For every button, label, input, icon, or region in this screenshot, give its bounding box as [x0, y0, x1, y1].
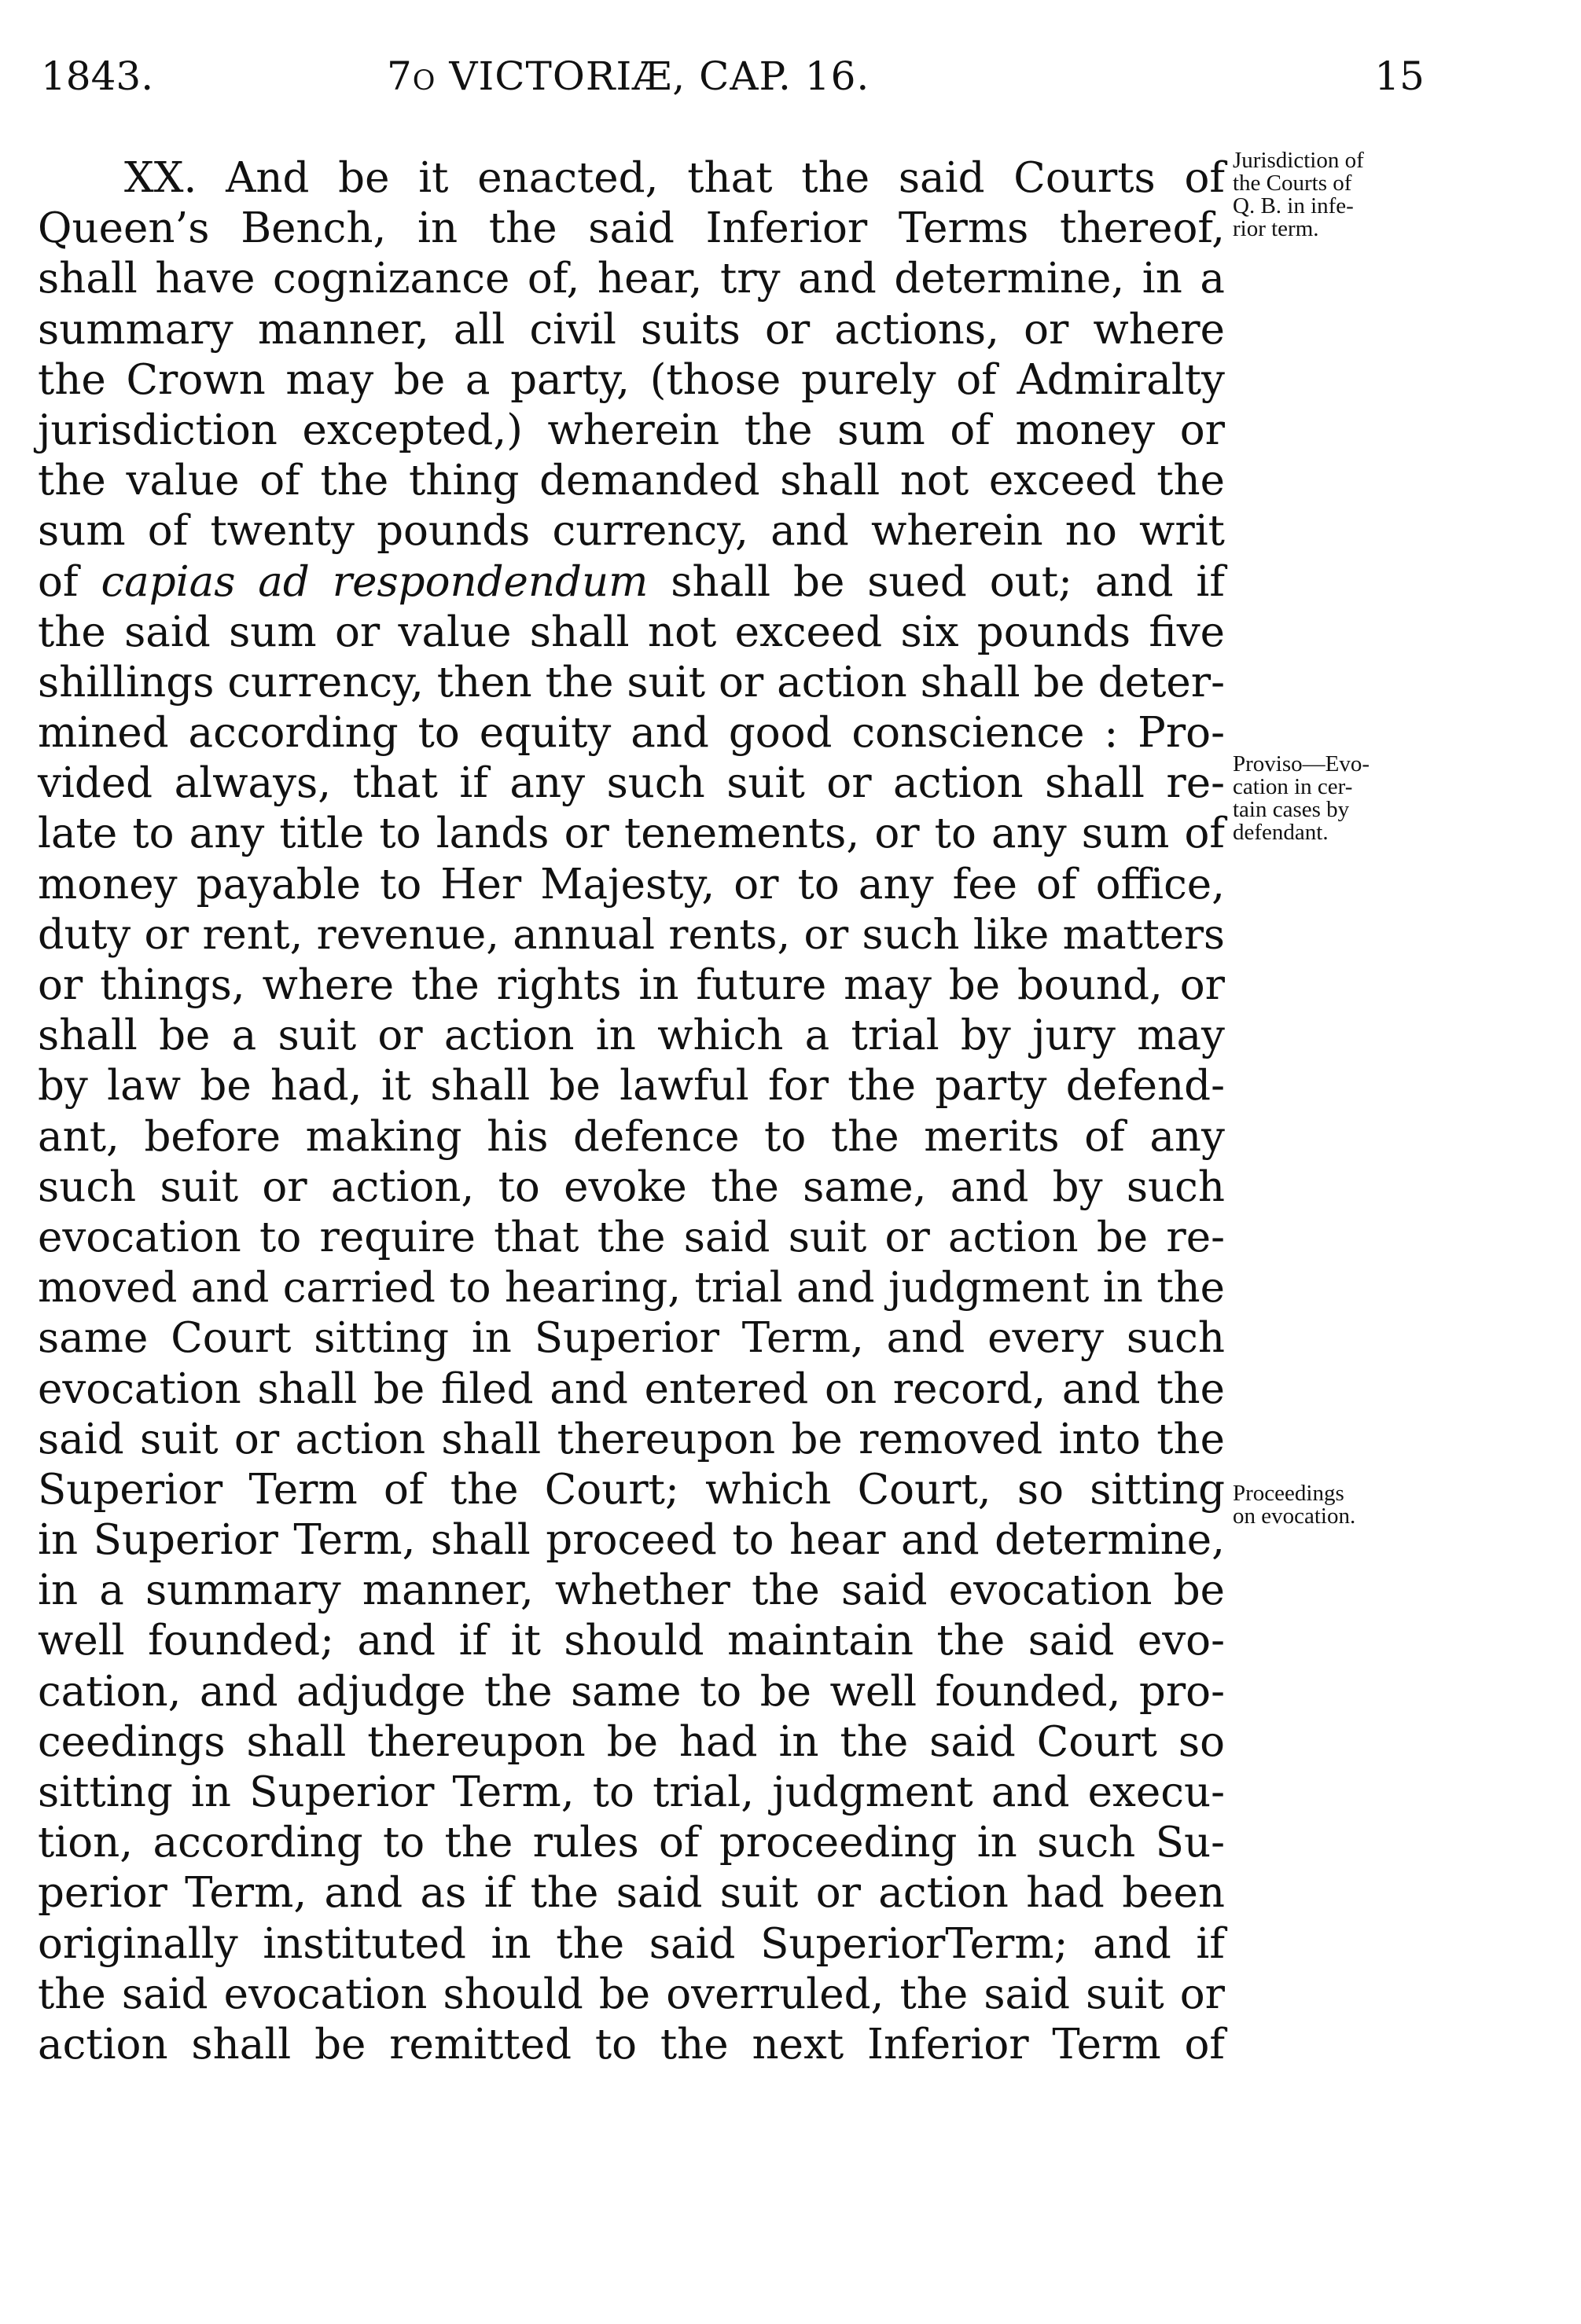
running-head-title: 7o VICTORIÆ, CAP. 16. — [387, 53, 870, 99]
body-line: shall have cognizance of, hear, try and determine, in a — [38, 255, 1225, 303]
marginal-note-line: tain cases by — [1233, 797, 1350, 822]
body-line: perior Term, and as if the said suit or action had been — [38, 1869, 1225, 1918]
body-line: ceedings shall thereupon be had in the said Court so — [38, 1717, 1225, 1766]
marginal-note-line: Proceedings — [1233, 1481, 1344, 1506]
body-line: the Crown may be a party, (those purely of Admiralty — [38, 355, 1225, 404]
marginal-note-line: rior term. — [1233, 216, 1319, 241]
body-line: in Superior Term, shall proceed to hear and determine, — [38, 1516, 1225, 1565]
body-line: by law be had, it shall be lawful for the party defend- — [38, 1062, 1225, 1111]
body-line: shall be a suit or action in which a trial by jury may — [38, 1011, 1225, 1060]
body-line: sum of twenty pounds currency, and wherein no writ — [38, 507, 1225, 556]
body-line: moved and carried to hearing, trial and judgment in the — [38, 1264, 1225, 1313]
body-line: or things, where the rights in future may be bound, or — [38, 961, 1225, 1009]
body-line: action shall be remitted to the next Inferior Term of — [38, 2020, 1225, 2069]
body-line: tion, according to the rules of proceeding in such Su- — [38, 1819, 1225, 1867]
italic-latin-phrase: capias ad respondendum — [101, 557, 649, 606]
marginal-note-line: Jurisdiction of — [1233, 148, 1364, 173]
marginal-note-jurisdiction — [1233, 149, 1441, 240]
body-line: evocation to require that the said suit or action be re- — [38, 1213, 1225, 1261]
marginal-note-line: the Courts of — [1233, 171, 1352, 196]
marginal-note-line: Q. B. in infe- — [1233, 193, 1354, 218]
marginal-note-line: cation in cer- — [1233, 774, 1353, 799]
body-line: summary manner, all civil suits or actions, or where — [38, 305, 1225, 354]
page-number: 15 — [1374, 53, 1425, 99]
body-line: said suit or action shall thereupon be removed into the — [38, 1415, 1225, 1463]
section-xx-text — [38, 153, 1225, 2070]
body-line: cation, and adjudge the same to be well founded, pro- — [38, 1667, 1225, 1716]
body-line: duty or rent, revenue, annual rents, or such like matters — [38, 910, 1225, 959]
marginal-note-line: on evocation. — [1233, 1503, 1356, 1529]
body-line: same Court sitting in Superior Term, and every such — [38, 1314, 1225, 1363]
body-line: the value of the thing demanded shall not exceed the — [38, 457, 1225, 505]
marginal-note-proviso — [1233, 753, 1441, 844]
body-line: jurisdiction excepted,) wherein the sum of money or — [38, 406, 1225, 454]
body-line: the said evocation should be overruled, the said suit or — [38, 1970, 1225, 2018]
body-line-with-italic: of capias ad respondendum shall be sued out; and if — [38, 557, 1225, 606]
body-line: sitting in Superior Term, to trial, judgment and execu- — [38, 1768, 1225, 1816]
body-line: money payable to Her Majesty, or to any fee of office, — [38, 860, 1225, 909]
body-line: evocation shall be filed and entered on record, and the — [38, 1364, 1225, 1413]
body-line: ant, before making his defence to the merits of any — [38, 1112, 1225, 1161]
body-line: late to any title to lands or tenements, or to any sum of — [38, 810, 1225, 858]
marginal-note-proceedings — [1233, 1482, 1441, 1528]
body-line: Queen’s Bench, in the said Inferior Terms thereof, — [38, 204, 1225, 253]
running-head-year: 1843. — [41, 53, 154, 99]
marginal-note-line: Proviso—Evo- — [1233, 751, 1370, 777]
body-line: originally instituted in the said SuperiorTerm; and if — [38, 1919, 1225, 1968]
body-line: mined according to equity and good conscience : Pro- — [38, 709, 1225, 758]
body-line: the said sum or value shall not exceed six pounds five — [38, 608, 1225, 656]
body-line: vided always, that if any such suit or action shall re- — [38, 759, 1225, 808]
body-line: XX. And be it enacted, that the said Courts of — [124, 154, 1225, 202]
body-line: Superior Term of the Court; which Court, so sitting — [38, 1465, 1225, 1514]
body-line: such suit or action, to evoke the same, and by such — [38, 1162, 1225, 1211]
body-line: in a summary manner, whether the said evocation be — [38, 1566, 1225, 1615]
body-line: well founded; and if it should maintain the said evo- — [38, 1617, 1225, 1665]
body-line: shillings currency, then the suit or action shall be deter- — [38, 658, 1225, 707]
running-head — [41, 49, 1425, 104]
marginal-note-line: defendant. — [1233, 820, 1329, 845]
